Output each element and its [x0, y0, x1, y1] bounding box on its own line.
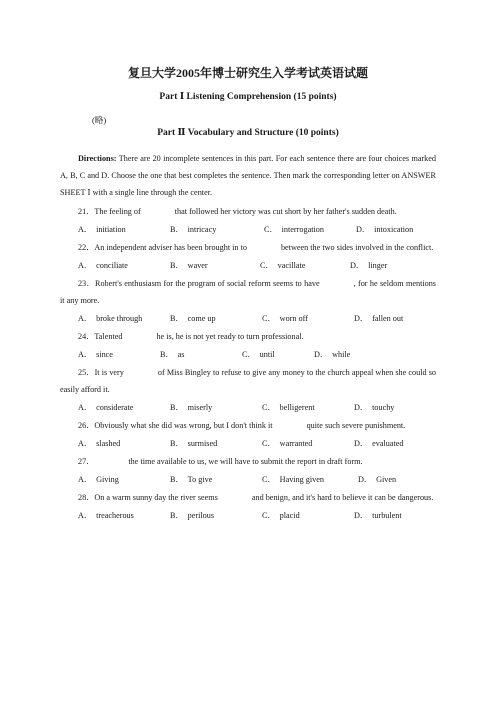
- option-text: considerate: [96, 403, 134, 412]
- option-text: interrogation: [281, 225, 324, 234]
- question-text-pre: 21．The feeling of: [78, 207, 141, 216]
- option-text: Having given: [279, 475, 324, 484]
- option-b: [170, 435, 262, 452]
- option-c: [262, 399, 354, 416]
- option-a: [78, 221, 170, 238]
- question-text-pre: 22．An independent adviser has been brought in to: [78, 243, 247, 252]
- question-text-post: between the two sides involved in the conflict.: [280, 243, 434, 252]
- option-d: [350, 257, 387, 274]
- option-a: [78, 310, 170, 327]
- option-text: linger: [368, 261, 388, 270]
- option-c: [262, 507, 354, 524]
- question-text-post: of Miss Bingley to refuse to give any money to the church appeal when she could so easily afford it.: [60, 368, 436, 394]
- option-letter: D．: [354, 403, 369, 412]
- part1-note: (略): [92, 115, 107, 125]
- option-letter: A．: [78, 314, 93, 323]
- question-stem: [60, 203, 436, 220]
- option-text: since: [96, 350, 113, 359]
- question-text-pre: 26．Obviously what she did was wrong, but I don't think it: [78, 421, 273, 430]
- options-row: [60, 507, 436, 524]
- question-stem: [60, 453, 436, 470]
- option-text: Given: [376, 475, 397, 484]
- options-row: [60, 310, 436, 327]
- option-text: treacherous: [96, 511, 134, 520]
- question-text-post: and benign, and it's hard to believe it can be dangerous.: [251, 493, 434, 502]
- question-text-pre: 28．On a warm sunny day the river seems: [78, 493, 218, 502]
- option-letter: C．: [262, 314, 276, 323]
- option-letter: A．: [78, 261, 93, 270]
- option-b: [170, 471, 262, 488]
- option-letter: C．: [262, 403, 276, 412]
- option-letter: A．: [78, 475, 93, 484]
- option-letter: C．: [262, 475, 276, 484]
- option-b: [170, 221, 264, 238]
- option-text: until: [259, 350, 275, 359]
- option-letter: D．: [354, 511, 369, 520]
- option-text: touchy: [372, 403, 395, 412]
- option-letter: D．: [350, 261, 365, 270]
- option-letter: D．: [358, 475, 373, 484]
- option-b: [170, 310, 262, 327]
- option-text: intoxication: [374, 225, 414, 234]
- question-text-pre: 25．It is very: [78, 368, 124, 377]
- option-text: miserly: [187, 403, 213, 412]
- option-text: warranted: [279, 439, 313, 448]
- option-text: broke through: [96, 314, 143, 323]
- option-a: [78, 346, 160, 363]
- option-text: initiation: [96, 225, 126, 234]
- question-stem: [60, 417, 436, 434]
- question-stem: [60, 239, 436, 256]
- option-letter: D．: [354, 314, 369, 323]
- option-c: [262, 435, 354, 452]
- question-text-post: he is, he is not yet ready to turn professional.: [156, 332, 304, 341]
- option-a: [78, 435, 170, 452]
- option-d: [354, 435, 403, 452]
- option-a: [78, 257, 170, 274]
- option-d: [354, 310, 403, 327]
- question-text-post: quite such severe punishment.: [306, 421, 406, 430]
- option-letter: A．: [78, 439, 93, 448]
- option-letter: B．: [170, 475, 184, 484]
- option-text: evaluated: [372, 439, 404, 448]
- option-letter: A．: [78, 403, 93, 412]
- option-c: [264, 221, 356, 238]
- question-text-pre: 24．Talented: [78, 332, 123, 341]
- option-b: [160, 346, 242, 363]
- option-text: belligerent: [279, 403, 315, 412]
- option-d: [354, 399, 394, 416]
- option-text: worn off: [279, 314, 308, 323]
- option-letter: B．: [170, 225, 184, 234]
- question-text-post: the time available to us, we will have to submit the report in draft form.: [128, 457, 363, 466]
- question-stem: [60, 328, 436, 345]
- page-title: 复旦大学2005年博士研究生入学考试英语试题: [127, 66, 368, 80]
- question-stem: [60, 364, 436, 398]
- question-stem: [60, 275, 436, 309]
- directions-text: There are 20 incomplete sentences in this part. For each sentence there are four choices marked A, B, C and D. Choose the one that best completes the sentence. Then mark the corresponding letter on ANSWER SHEET Ⅰ with a single line through the center.: [60, 154, 436, 197]
- option-d: [356, 221, 413, 238]
- option-text: slashed: [96, 439, 121, 448]
- option-letter: C．: [262, 439, 276, 448]
- question-text-pre: 23．Robert's enthusiasm for the program of social reform seems to have: [78, 279, 320, 288]
- option-c: [262, 471, 358, 488]
- option-text: perilous: [187, 511, 215, 520]
- option-b: [170, 257, 260, 274]
- options-row: [60, 257, 436, 274]
- options-row: [60, 399, 436, 416]
- option-text: come up: [187, 314, 216, 323]
- options-row: [60, 471, 436, 488]
- option-text: while: [332, 350, 351, 359]
- option-letter: B．: [170, 314, 184, 323]
- part2-heading: Part Ⅱ Vocabulary and Structure (10 points): [157, 128, 339, 138]
- directions: [60, 150, 436, 201]
- option-d: [354, 507, 402, 524]
- option-text: fallen out: [372, 314, 404, 323]
- option-text: as: [177, 350, 185, 359]
- option-text: turbulent: [372, 511, 402, 520]
- option-text: surmised: [187, 439, 218, 448]
- option-letter: B．: [170, 403, 184, 412]
- option-letter: C．: [264, 225, 278, 234]
- option-a: [78, 399, 170, 416]
- option-letter: A．: [78, 511, 93, 520]
- option-c: [242, 346, 314, 363]
- option-letter: D．: [314, 350, 329, 359]
- option-letter: D．: [354, 439, 369, 448]
- directions-label: Directions:: [78, 154, 117, 163]
- option-d: [358, 471, 396, 488]
- option-c: [262, 310, 354, 327]
- option-d: [314, 346, 350, 363]
- question-text-pre: 27．: [78, 457, 95, 466]
- option-letter: A．: [78, 225, 93, 234]
- option-letter: B．: [170, 439, 184, 448]
- option-text: vacillate: [277, 261, 306, 270]
- question-text-post: , for he seldom mentions it any more.: [60, 279, 436, 305]
- option-text: Giving: [96, 475, 119, 484]
- option-a: [78, 507, 170, 524]
- option-letter: C．: [242, 350, 256, 359]
- option-letter: B．: [160, 350, 174, 359]
- options-row: [60, 346, 436, 363]
- question-stem: [60, 489, 436, 506]
- option-c: [260, 257, 350, 274]
- question-text-post: that followed her victory was cut short by her father's sudden death.: [174, 207, 397, 216]
- option-letter: B．: [170, 261, 184, 270]
- option-text: conciliate: [96, 261, 128, 270]
- option-letter: D．: [356, 225, 371, 234]
- option-b: [170, 399, 262, 416]
- options-row: [60, 435, 436, 452]
- option-letter: B．: [170, 511, 184, 520]
- option-letter: C．: [260, 261, 274, 270]
- question-list: [60, 203, 436, 525]
- option-text: intricacy: [187, 225, 217, 234]
- option-a: [78, 471, 170, 488]
- option-text: placid: [279, 511, 300, 520]
- option-text: waver: [187, 261, 208, 270]
- option-text: To give: [187, 475, 213, 484]
- part1-heading: Part Ⅰ Listening Comprehension (15 points): [159, 92, 337, 102]
- option-letter: C．: [262, 511, 276, 520]
- options-row: [60, 221, 436, 238]
- option-letter: A．: [78, 350, 93, 359]
- option-b: [170, 507, 262, 524]
